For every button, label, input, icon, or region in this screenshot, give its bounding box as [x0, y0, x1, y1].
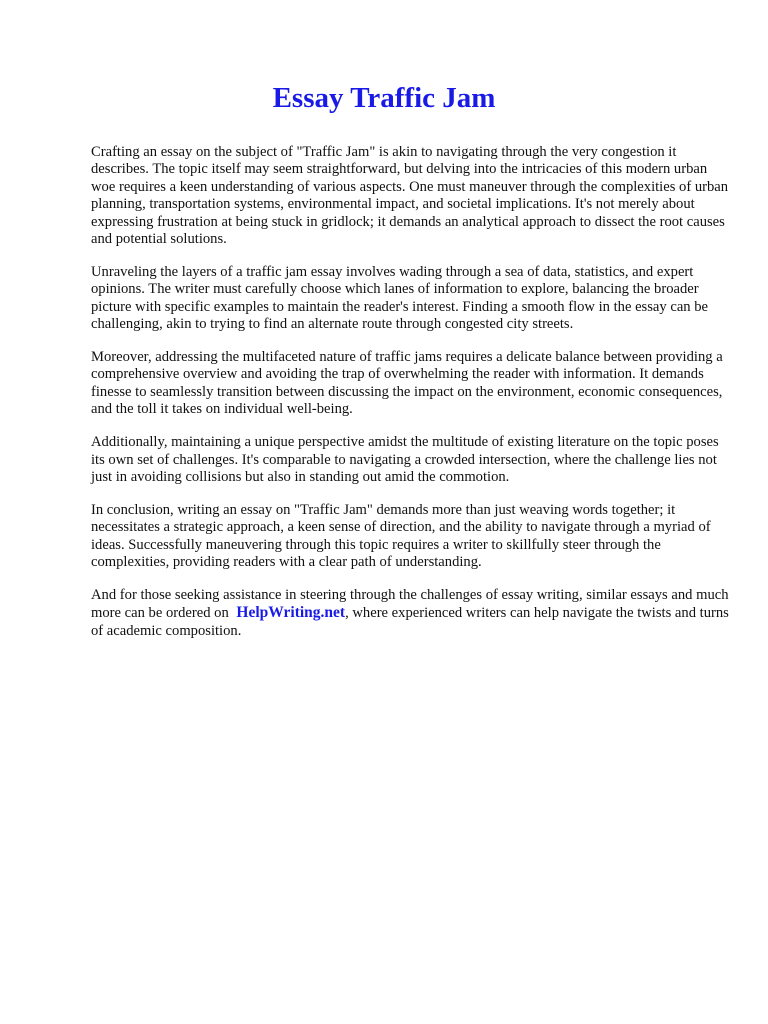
paragraph-2: Unraveling the layers of a traffic jam essay involves wading through a sea of data, statistics, and expert opinions. The writer must carefully choose which lanes of information to explore, balancing the broader picture with specific examples to maintain the reader's interest. Finding a smooth flow in the essay can be challenging, akin to trying to find an alternate route through congested city streets. — [91, 263, 709, 333]
paragraph-6 — [91, 587, 731, 640]
essay-body — [91, 144, 731, 656]
paragraph-6-text-before-link: And for those seeking assistance in steering through the challenges of essay writing, similar essays and much more can be ordered on — [91, 587, 729, 622]
essay-title: Essay Traffic Jam — [272, 82, 496, 114]
paragraph-1: Crafting an essay on the subject of "Traffic Jam" is akin to navigating through the very congestion it describes. The topic itself may seem straightforward, but delving into the intricacies of this modern urban woe requires a keen understanding of various aspects. One must maneuver through the complexities of urban planning, transportation systems, environmental impact, and societal implications. It's not merely about expressing frustration at being stuck in gridlock; it demands an analytical approach to dissect the root causes and potential solutions. — [91, 144, 729, 248]
helpwriting-link[interactable]: HelpWriting.net — [236, 604, 346, 622]
paragraph-4: Additionally, maintaining a unique perspective amidst the multitude of existing literature on the topic poses its own set of challenges. It's comparable to navigating a crowded intersection, where the challenge lies not just in avoiding collisions but also in standing out amid the commotion. — [91, 434, 719, 485]
paragraph-5: In conclusion, writing an essay on "Traffic Jam" demands more than just weaving words together; it necessitates a strategic approach, a keen sense of direction, and the ability to navigate through a myriad of ideas. Successfully maneuvering through this topic requires a writer to skillfully steer through the complexities, providing readers with a clear path of understanding. — [91, 501, 711, 571]
paragraph-3: Moreover, addressing the multifaceted nature of traffic jams requires a delicate balance between providing a comprehensive overview and avoiding the trap of overwhelming the reader with information. It demands finesse to seamlessly transition between discussing the impact on the environment, economic consequences, and the toll it takes on individual well-being. — [91, 349, 723, 418]
paragraph-6-text-after-link: , where experienced writers can help navigate the twists and turns of academic composition. — [91, 605, 729, 639]
